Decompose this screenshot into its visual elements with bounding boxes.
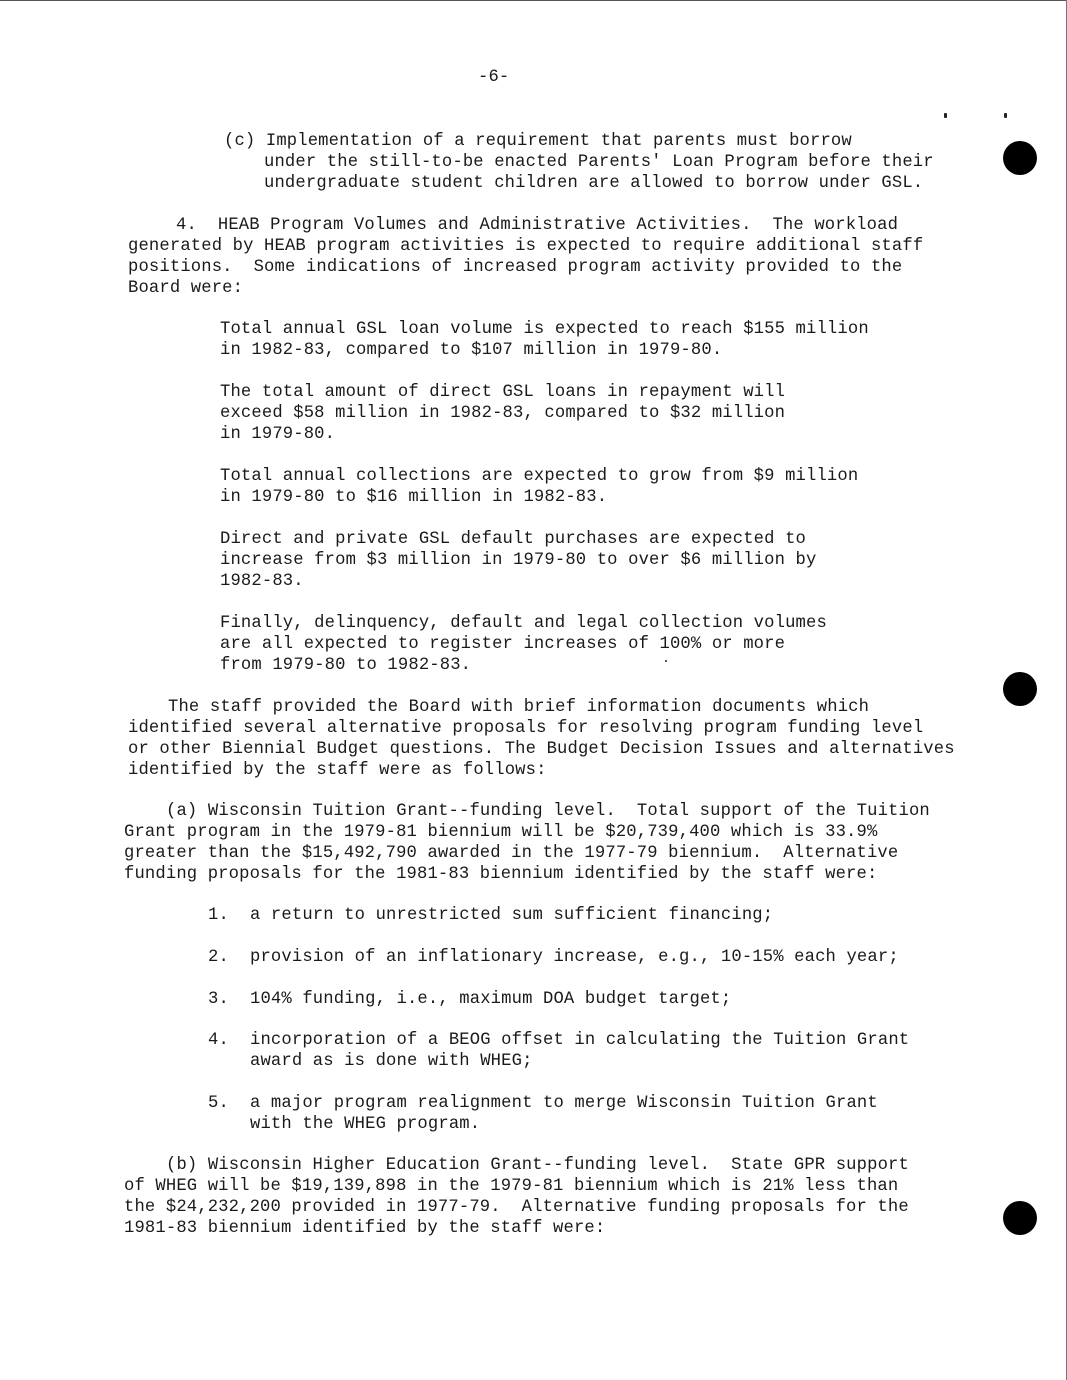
alternative-text: 104% funding, i.e., maximum DOA budget target; — [250, 990, 732, 1009]
punch-hole — [1003, 141, 1037, 175]
alternative-number: 3. — [208, 990, 229, 1009]
alternative-text: incorporation of a BEOG offset in calculating the Tuition Grant — [250, 1031, 910, 1050]
indication-line: Total annual GSL loan volume is expected to reach $155 million — [220, 320, 869, 339]
alternative-text: a major program realignment to merge Wisconsin Tuition Grant — [250, 1094, 878, 1113]
section4-line: generated by HEAB program activities is expected to require additional staff — [128, 237, 924, 256]
staff-paragraph-line: identified by the staff were as follows: — [128, 761, 547, 780]
indication-line: increase from $3 million in 1979-80 to over $6 million by — [220, 551, 817, 570]
scan-edge-top — [0, 0, 1067, 1]
alternative-number: 5. — [208, 1094, 229, 1113]
item-b-line: 1981-83 biennium identified by the staff were: — [124, 1219, 606, 1238]
item-a-line: Grant program in the 1979-81 biennium will be $20,739,400 which is 33.9% — [124, 823, 878, 842]
item-c-line: undergraduate student children are allowed to borrow under GSL. — [264, 174, 924, 193]
indication-line: in 1979-80. — [220, 425, 336, 444]
scan-speck — [1004, 113, 1007, 118]
punch-hole — [1003, 1201, 1037, 1235]
section4-line: positions. Some indications of increased program activity provided to the — [128, 258, 903, 277]
alternative-number: 1. — [208, 906, 229, 925]
indication-line: in 1979-80 to $16 million in 1982-83. — [220, 488, 608, 507]
staff-paragraph-line: The staff provided the Board with brief information documents which — [168, 698, 870, 717]
staff-paragraph-line: identified several alternative proposals for resolving program funding level — [128, 719, 924, 738]
indication-line: Direct and private GSL default purchases are expected to — [220, 530, 806, 549]
indication-line: from 1979-80 to 1982-83. — [220, 656, 472, 675]
indication-line: are all expected to register increases of 100% or more — [220, 635, 786, 654]
alternative-number: 4. — [208, 1031, 229, 1050]
indication-line: exceed $58 million in 1982-83, compared to $32 million — [220, 404, 786, 423]
alternative-text: provision of an inflationary increase, e.g., 10-15% each year; — [250, 948, 899, 967]
indication-line: The total amount of direct GSL loans in repayment will — [220, 383, 786, 402]
item-c-line: under the still-to-be enacted Parents' Loan Program before their — [264, 153, 934, 172]
item-a-line: greater than the $15,492,790 awarded in the 1977-79 biennium. Alternative — [124, 844, 899, 863]
alternative-text: a return to unrestricted sum sufficient financing; — [250, 906, 774, 925]
item-c-line: (c) Implementation of a requirement that parents must borrow — [224, 132, 852, 151]
item-a-line: (a) Wisconsin Tuition Grant--funding level. Total support of the Tuition — [166, 802, 930, 821]
page-number: -6- — [478, 68, 510, 87]
section4-line: 4. HEAB Program Volumes and Administrative Activities. The workload — [176, 216, 899, 235]
punch-hole — [1003, 672, 1037, 706]
item-a-line: funding proposals for the 1981-83 biennium identified by the staff were: — [124, 865, 878, 884]
item-b-line: the $24,232,200 provided in 1977-79. Alternative funding proposals for the — [124, 1198, 909, 1217]
scan-speck — [665, 660, 667, 662]
indication-line: in 1982-83, compared to $107 million in 1979-80. — [220, 341, 723, 360]
indication-line: Total annual collections are expected to grow from $9 million — [220, 467, 859, 486]
staff-paragraph-line: or other Biennial Budget questions. The Budget Decision Issues and alternatives — [128, 740, 955, 759]
alternative-text: award as is done with WHEG; — [250, 1052, 533, 1071]
item-b-line: (b) Wisconsin Higher Education Grant--funding level. State GPR support — [166, 1156, 909, 1175]
item-b-line: of WHEG will be $19,139,898 in the 1979-81 biennium which is 21% less than — [124, 1177, 899, 1196]
alternative-number: 2. — [208, 948, 229, 967]
indication-line: Finally, delinquency, default and legal collection volumes — [220, 614, 827, 633]
alternative-text: with the WHEG program. — [250, 1115, 481, 1134]
scan-speck — [944, 113, 947, 118]
indication-line: 1982-83. — [220, 572, 304, 591]
section4-line: Board were: — [128, 279, 244, 298]
